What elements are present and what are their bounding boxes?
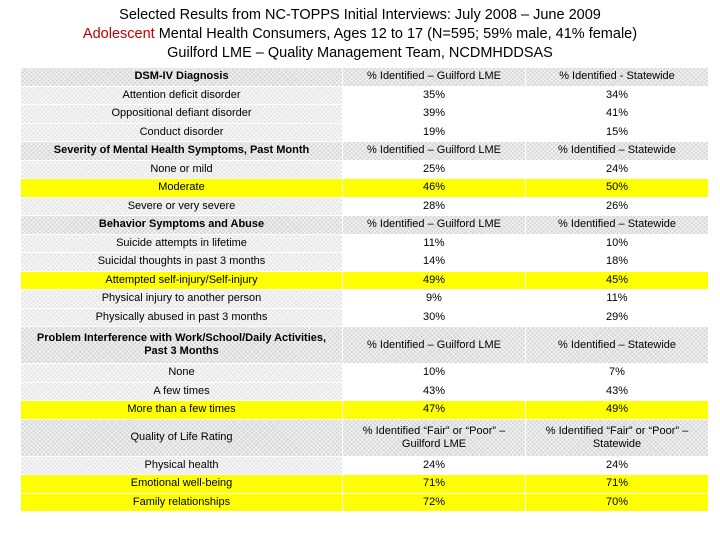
table-row — [21, 290, 709, 309]
row-label: Attention deficit disorder — [21, 86, 343, 105]
column-header-statewide: % Identified – Statewide — [526, 216, 709, 235]
statewide-value: 26% — [526, 197, 709, 216]
guilford-value: 39% — [343, 105, 526, 124]
table-row — [21, 234, 709, 253]
column-header-guilford: % Identified – Guilford LME — [343, 327, 526, 364]
statewide-value: 24% — [526, 456, 709, 475]
column-header-statewide: % Identified “Fair” or “Poor” – Statewide — [526, 419, 709, 456]
guilford-value: 71% — [343, 475, 526, 494]
column-header-guilford: % Identified – Guilford LME — [343, 142, 526, 161]
row-label: Physical health — [21, 456, 343, 475]
section-header-row — [21, 216, 709, 235]
guilford-value: 43% — [343, 382, 526, 401]
guilford-value: 10% — [343, 364, 526, 383]
title-line-1: Selected Results from NC-TOPPS Initial Interviews: July 2008 – June 2009 — [119, 7, 601, 23]
section-title: Problem Interference with Work/School/Daily Activities, Past 3 Months — [21, 327, 343, 364]
title-accent-word: Adolescent — [82, 26, 155, 42]
table-row — [21, 475, 709, 494]
guilford-value: 24% — [343, 456, 526, 475]
statewide-value: 43% — [526, 382, 709, 401]
section-header-row — [21, 142, 709, 161]
table-row — [21, 179, 709, 198]
title-line-2-rest: Mental Health Consumers, Ages 12 to 17 (N=595; 59% male, 41% female) — [154, 26, 638, 42]
guilford-value: 9% — [343, 290, 526, 309]
row-label: Emotional well-being — [21, 475, 343, 494]
results-table-body — [21, 68, 709, 512]
row-label: Oppositional defiant disorder — [21, 105, 343, 124]
guilford-value: 49% — [343, 271, 526, 290]
row-label: Attempted self-injury/Self-injury — [21, 271, 343, 290]
guilford-value: 14% — [343, 253, 526, 272]
column-header-statewide: % Identified – Statewide — [526, 142, 709, 161]
table-row — [21, 197, 709, 216]
section-header-row — [21, 419, 709, 456]
statewide-value: 71% — [526, 475, 709, 494]
guilford-value: 35% — [343, 86, 526, 105]
guilford-value: 47% — [343, 401, 526, 420]
title-line-3: Guilford LME – Quality Management Team, NCDMHDDSAS — [167, 45, 553, 61]
table-row — [21, 401, 709, 420]
row-label: Physically abused in past 3 months — [21, 308, 343, 327]
section-header-row — [21, 68, 709, 87]
row-label: Family relationships — [21, 493, 343, 512]
guilford-value: 19% — [343, 123, 526, 142]
table-row — [21, 456, 709, 475]
statewide-value: 50% — [526, 179, 709, 198]
table-row — [21, 105, 709, 124]
table-row — [21, 253, 709, 272]
guilford-value: 11% — [343, 234, 526, 253]
row-label: Suicidal thoughts in past 3 months — [21, 253, 343, 272]
table-row — [21, 271, 709, 290]
section-title: Behavior Symptoms and Abuse — [21, 216, 343, 235]
row-label: Conduct disorder — [21, 123, 343, 142]
statewide-value: 15% — [526, 123, 709, 142]
row-label: More than a few times — [21, 401, 343, 420]
statewide-value: 70% — [526, 493, 709, 512]
section-title: DSM-IV Diagnosis — [21, 68, 343, 87]
table-row — [21, 123, 709, 142]
table-row — [21, 493, 709, 512]
row-label: Severe or very severe — [21, 197, 343, 216]
table-row — [21, 308, 709, 327]
row-label: Physical injury to another person — [21, 290, 343, 309]
table-row — [21, 86, 709, 105]
statewide-value: 29% — [526, 308, 709, 327]
row-label: A few times — [21, 382, 343, 401]
table-row — [21, 382, 709, 401]
results-table — [20, 67, 709, 512]
guilford-value: 30% — [343, 308, 526, 327]
guilford-value: 28% — [343, 197, 526, 216]
statewide-value: 7% — [526, 364, 709, 383]
column-header-statewide: % Identified - Statewide — [526, 68, 709, 87]
guilford-value: 46% — [343, 179, 526, 198]
table-row — [21, 160, 709, 179]
row-label: Suicide attempts in lifetime — [21, 234, 343, 253]
statewide-value: 45% — [526, 271, 709, 290]
row-label: None or mild — [21, 160, 343, 179]
statewide-value: 41% — [526, 105, 709, 124]
row-label: None — [21, 364, 343, 383]
table-row — [21, 364, 709, 383]
column-header-guilford: % Identified “Fair” or “Poor” – Guilford LME — [343, 419, 526, 456]
guilford-value: 72% — [343, 493, 526, 512]
title-block — [0, 0, 720, 63]
section-title: Severity of Mental Health Symptoms, Past Month — [21, 142, 343, 161]
statewide-value: 49% — [526, 401, 709, 420]
column-header-guilford: % Identified – Guilford LME — [343, 68, 526, 87]
guilford-value: 25% — [343, 160, 526, 179]
statewide-value: 24% — [526, 160, 709, 179]
section-header-row — [21, 327, 709, 364]
column-header-guilford: % Identified – Guilford LME — [343, 216, 526, 235]
statewide-value: 18% — [526, 253, 709, 272]
statewide-value: 11% — [526, 290, 709, 309]
statewide-value: 10% — [526, 234, 709, 253]
statewide-value: 34% — [526, 86, 709, 105]
row-label: Moderate — [21, 179, 343, 198]
section-title: Quality of Life Rating — [21, 419, 343, 456]
title-line-2 — [0, 25, 720, 44]
column-header-statewide: % Identified – Statewide — [526, 327, 709, 364]
